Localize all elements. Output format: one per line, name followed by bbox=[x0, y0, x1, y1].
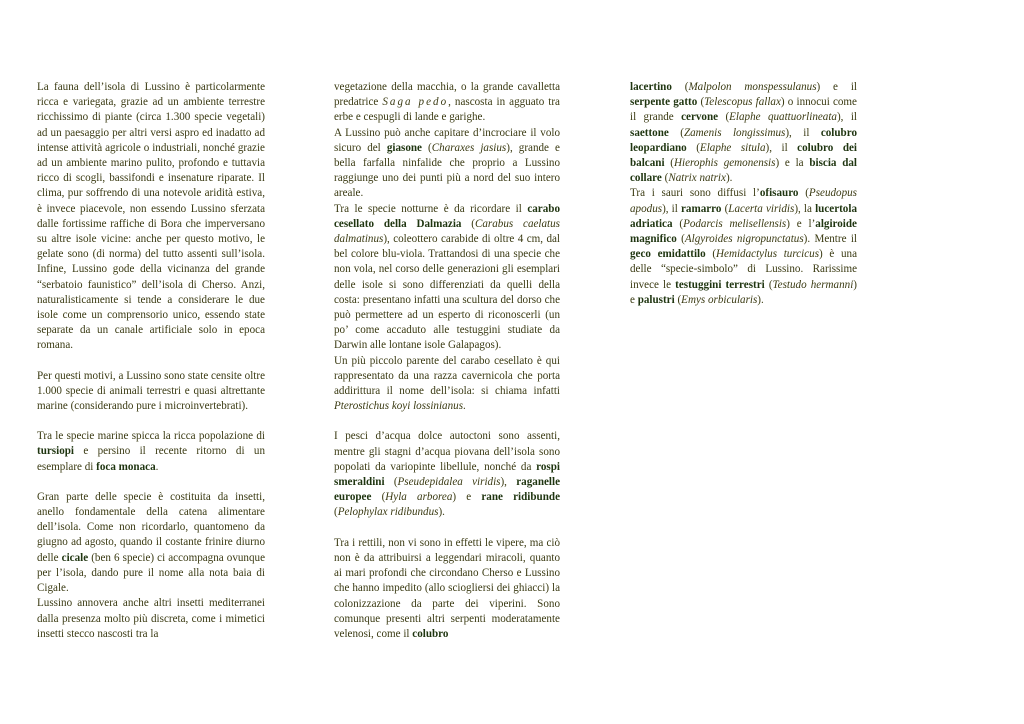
highlight-term: cicale bbox=[61, 551, 89, 564]
text-run: ( bbox=[686, 141, 700, 154]
highlight-term: lacertino bbox=[630, 81, 672, 93]
paragraph-reptiles bbox=[334, 536, 560, 642]
text-run: ( bbox=[676, 233, 685, 246]
species-name: Natrix natrix bbox=[668, 172, 726, 185]
highlight-term: raganelle europee bbox=[334, 476, 560, 504]
text-run: ( bbox=[461, 217, 475, 230]
text-run: ) e la bbox=[775, 157, 810, 170]
text-run: ( bbox=[668, 126, 684, 139]
highlight-term: algiroide magnifico bbox=[630, 217, 857, 246]
text-run: (ben 6 specie) ci accompagna ovunque per l’isola, dando pure il nome alla nota baia di Cigale. bbox=[37, 551, 265, 595]
species-name: Hierophis gemonensis bbox=[673, 157, 776, 170]
text-run: ). bbox=[438, 506, 445, 519]
text-run: Tra i rettili, non vi sono in effetti le vipere, ma ciò non è da attribuirsi a leggendari miracoli, quanto ai mari profondi che circondano Cherso e Lussino che hanno impedito (allo sciogliersi dei ghiacci) la colonizzazione da parte dei viperini. Sono comunque presenti altri serpenti moderatamente velenosi, come il bbox=[334, 536, 560, 640]
text-run: ) e l’ bbox=[786, 217, 816, 230]
species-name: Zamenis longissimus bbox=[683, 126, 786, 139]
highlight-term: rospi smeraldini bbox=[334, 460, 560, 489]
text-run: ( bbox=[764, 278, 773, 291]
text-run: ( bbox=[705, 248, 717, 261]
highlight-term: palustri bbox=[637, 293, 675, 306]
species-name: Testudo hermanni bbox=[772, 278, 854, 291]
species-name: Carabus caelatus dalmatinus bbox=[334, 217, 560, 246]
text-run: ), il bbox=[662, 202, 681, 215]
text-run: ( bbox=[371, 491, 386, 504]
species-name: Malpolon monspessulanus bbox=[688, 81, 817, 93]
text-run: ) e bbox=[452, 491, 482, 504]
text-run: . bbox=[155, 460, 159, 473]
paragraph-marine bbox=[37, 429, 265, 475]
paragraph-giasone bbox=[334, 126, 560, 202]
text-run: Tra le specie marine spicca la ricca popolazione di bbox=[37, 430, 265, 443]
species-name: Pelophylax ridibundus bbox=[337, 506, 439, 519]
text-run: ), coleottero carabide di oltre 4 cm, dal bel colore blu-viola. Trattandosi di una specie che non vola, nel corso delle generazioni gli esemplari delle isole si sono differenziati da quelli della costa: presentano infatti una scultura del dorso che può permettere ad un esperto di riconoscerli (un po’ come accaduto alle testuggini studiate da Darwin alle lontane isole Galapagos). bbox=[334, 233, 560, 352]
paragraph-snakes bbox=[630, 80, 857, 186]
text-run: Lussino annovera anche altri insetti mediterranei dalla presenza molto più discreta, come i mimetici insetti stecco nascosti tra la bbox=[37, 597, 265, 640]
highlight-term: saettone bbox=[630, 126, 669, 139]
highlight-term: cervone bbox=[681, 111, 719, 124]
highlight-term: colubro dei balcani bbox=[630, 141, 857, 170]
highlight-term: ofisauro bbox=[759, 187, 799, 200]
paragraph-amphibians bbox=[334, 429, 560, 520]
species-name: Lacerta viridis bbox=[728, 202, 795, 215]
text-run: ). Mentre il bbox=[803, 233, 858, 246]
text-run: ( bbox=[334, 506, 338, 519]
highlight-term: rane ridibunde bbox=[481, 491, 560, 504]
paragraph-lizards bbox=[630, 186, 857, 308]
text-run: ), il bbox=[836, 111, 857, 124]
text-run: ) o innocui come il grande bbox=[630, 96, 857, 124]
text-run: , nascosta in agguato tra erbe e cespugli di lande e garighe. bbox=[334, 96, 560, 124]
highlight-term: biscia dal collare bbox=[630, 157, 857, 185]
highlight-term: geco emidattilo bbox=[630, 248, 706, 261]
text-run: ) e il bbox=[816, 81, 857, 93]
text-run: ), la bbox=[794, 202, 816, 215]
text-run: Tra le specie notturne è da ricordare il bbox=[334, 202, 528, 215]
text-run: ( bbox=[721, 202, 729, 215]
text-run: La fauna dell’isola di Lussino è particolarmente ricca e variegata, grazie ad un ambiente terrestre ricchissimo di piante (circa 1.300 specie vegetali) ad un paesaggio per altri versi aspro ed inadatto ad intense attività agricole o industriali, nonché grazie ad un ambiente marino pulito, profondo e tuttavia ricco di scogli, bassifondi e insenature riparate. Il clima, pur soffrendo di una notevole aridità estiva, è invece piacevole, non essendo Lussino sferzata dalle fortissime raffiche di Bora che imperversano su altre isole vicine: anche per questo motivo, le gelate sono (di norma) del tutto assenti sull’isola. Infine, Lussino gode della vicinanza del grande “serbatoio faunistico” dell’isola di Cherso. Anzi, naturalisticamente si tende a considerare le due isole come un comprensorio unico, essendo state separate da un canale artificiale solo in epoca romana. bbox=[37, 81, 265, 352]
text-run: Tra i sauri sono diffusi l’ bbox=[630, 187, 760, 200]
text-run: ). bbox=[757, 293, 764, 306]
highlight-term: serpente gatto bbox=[630, 96, 698, 109]
species-name: Elaphe situla bbox=[699, 141, 766, 154]
text-run: ( bbox=[664, 157, 674, 170]
text-run: ) e bbox=[630, 278, 857, 306]
highlight-term: tursiopi bbox=[37, 445, 74, 458]
paragraph-pterostichus bbox=[334, 354, 560, 415]
species-name: Emys orbicularis bbox=[681, 293, 758, 306]
text-run: ( bbox=[384, 476, 398, 489]
species-name: Elaphe quattuorlineata bbox=[729, 111, 837, 124]
species-name: Algyroides nigropunctatus bbox=[684, 233, 804, 246]
text-run: ), il bbox=[765, 141, 798, 154]
text-run: ), bbox=[500, 476, 517, 489]
highlight-term: giasone bbox=[386, 141, 422, 154]
highlight-term: carabo cesellato della Dalmazia bbox=[334, 202, 560, 230]
text-run: ) è una delle “specie-simbolo” di Lussino. Rarissime invece le bbox=[630, 248, 857, 291]
species-name: Charaxes jasius bbox=[431, 141, 507, 154]
text-run: . bbox=[463, 400, 466, 413]
paragraph-macchia bbox=[334, 80, 560, 126]
paragraph-other-insects bbox=[37, 596, 265, 642]
paragraph-intro bbox=[37, 80, 265, 354]
text-run: ( bbox=[421, 141, 432, 154]
text-run: ). bbox=[725, 172, 733, 185]
species-name: Telescopus fallax bbox=[704, 96, 781, 109]
species-name: Hemidactylus turcicus bbox=[716, 248, 820, 261]
text-run: ( bbox=[697, 96, 705, 109]
text-run: ), il bbox=[785, 126, 821, 139]
highlight-term: testuggini terrestri bbox=[675, 278, 765, 291]
paragraph-insects bbox=[37, 490, 265, 596]
text-run: e persino il recente ritorno di un esemplare di bbox=[37, 445, 265, 473]
species-name: Pseudopus apodus bbox=[630, 187, 857, 215]
text-run: ( bbox=[661, 172, 669, 185]
text-column-left bbox=[37, 80, 265, 642]
text-column-middle bbox=[334, 80, 560, 642]
highlight-term: foca monaca bbox=[96, 460, 156, 473]
text-run: Per questi motivi, a Lussino sono state censite oltre 1.000 specie di animali terrestri e quasi altrettante marine (considerando pure i microinvertebrati). bbox=[37, 369, 265, 413]
species-name: Pseudepidalea viridis bbox=[397, 476, 501, 489]
text-run: ), grande e bella farfalla ninfalide che proprio a Lussino raggiunge uno dei punti più a nord del suo intero areale. bbox=[334, 141, 560, 200]
text-run: Gran parte delle specie è costituita da insetti, anello fondamentale della catena alimentare dell’isola. Come non ricordarlo, quantomeno da giugno ad agosto, quando il costante frinire diurno delle bbox=[37, 490, 265, 564]
highlight-term: ramarro bbox=[681, 202, 722, 215]
text-column-right bbox=[630, 80, 857, 308]
text-run: A Lussino può anche capitare d’incrociare il volo sicuro del bbox=[334, 126, 560, 154]
text-run: ( bbox=[674, 293, 682, 306]
text-run: ( bbox=[672, 217, 684, 230]
highlight-term: colubro bbox=[412, 627, 449, 640]
species-name: Podarcis melisellensis bbox=[683, 217, 787, 230]
text-run: ( bbox=[718, 111, 730, 124]
paragraph-carabo bbox=[334, 202, 560, 354]
text-run: I pesci d’acqua dolce autoctoni sono assenti, mentre gli stagni d’acqua piovana dell’isola sono popolati da variopinte libellule, nonché da bbox=[334, 430, 560, 473]
text-run: ( bbox=[798, 187, 809, 200]
highlight-term: lucertola adriatica bbox=[630, 202, 857, 230]
species-name: Saga pedo bbox=[382, 96, 449, 109]
highlight-term: colubro leopardiano bbox=[630, 126, 857, 154]
species-name: Hyla arborea bbox=[385, 491, 453, 504]
text-run: vegetazione della macchia, o la grande cavalletta predatrice bbox=[334, 81, 560, 109]
species-name: Pterostichus koyi lossinianus bbox=[334, 400, 464, 413]
text-run: ( bbox=[671, 81, 689, 93]
text-run: Un più piccolo parente del carabo cesellato è qui rappresentato da una razza cavernicola che porta addirittura il nome dell’isola: si chiama infatti bbox=[334, 354, 560, 398]
paragraph-species-count bbox=[37, 369, 265, 415]
